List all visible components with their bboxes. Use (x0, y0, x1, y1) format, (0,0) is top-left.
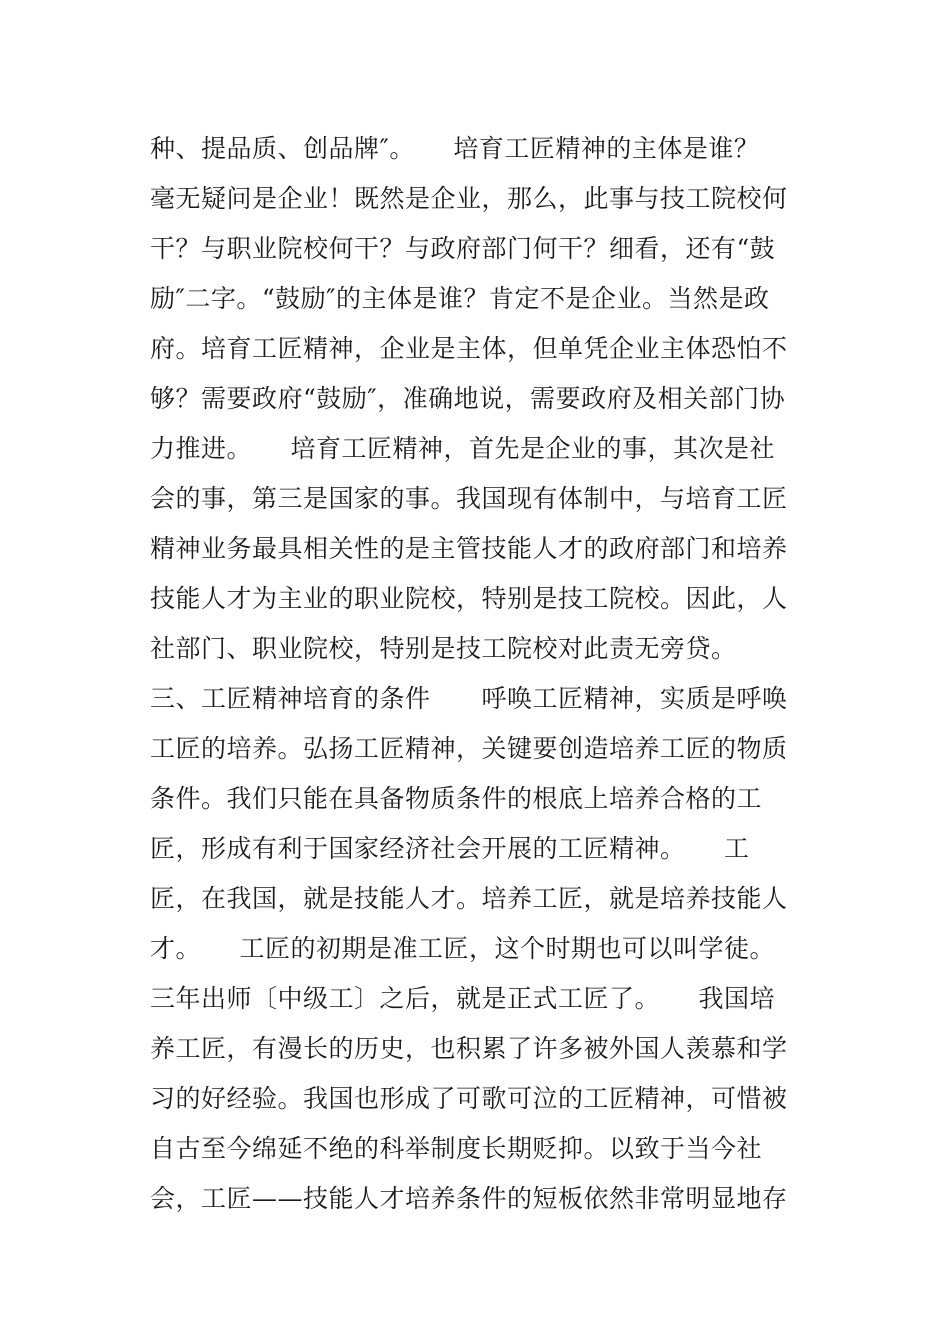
text-line: 匠，形成有利于国家经济社会开展的工匠精神。 工 (150, 834, 750, 863)
text-line: 毫无疑问是企业！既然是企业，那么，此事与技工院校何 (150, 184, 788, 213)
text-line: 够？需要政府“鼓励″，准确地说，需要政府及相关部门协 (150, 384, 786, 413)
text-line: 技能人才为主业的职业院校，特别是技工院校。因此，人 (150, 584, 788, 613)
body-text (150, 124, 810, 1224)
text-line: 励″二字。“鼓励″的主体是谁？肯定不是企业。当然是政 (150, 284, 770, 313)
text-line: 习的好经验。我国也形成了可歌可泣的工匠精神，可惜被 (150, 1084, 788, 1113)
text-line: 精神业务最具相关性的是主管技能人才的政府部门和培养 (150, 534, 788, 563)
text-line: 会的事，第三是国家的事。我国现有体制中，与培育工匠 (150, 484, 788, 513)
text-line: 工匠的培养。弘扬工匠精神，关键要创造培养工匠的物质 (150, 734, 788, 763)
text-line: 干？与职业院校何干？与政府部门何干？细看，还有“鼓 (150, 234, 776, 263)
text-line: 匠，在我国，就是技能人才。培养工匠，就是培养技能人 (150, 884, 788, 913)
section-heading-line: 三、工匠精神培育的条件 呼唤工匠精神，实质是呼唤 (150, 684, 788, 713)
text-line: 社部门、职业院校，特别是技工院校对此责无旁贷。 (150, 634, 737, 663)
text-line: 养工匠，有漫长的历史，也积累了许多被外国人羡慕和学 (150, 1034, 788, 1063)
text-line: 才。 工匠的初期是准工匠，这个时期也可以叫学徒。 (150, 934, 776, 963)
text-line: 条件。我们只能在具备物质条件的根底上培养合格的工 (150, 784, 763, 813)
text-line: 会，工匠——技能人才培养条件的短板依然非常明显地存 (150, 1184, 788, 1213)
text-line: 力推进。 培育工匠精神，首先是企业的事，其次是社 (150, 434, 776, 463)
text-line: 三年出师〔中级工〕之后，就是正式工匠了。 我国培 (150, 984, 776, 1013)
text-line: 自古至今绵延不绝的科举制度长期贬抑。以致于当今社 (150, 1134, 763, 1163)
text-line: 府。培育工匠精神，企业是主体，但单凭企业主体恐怕不 (150, 334, 788, 363)
text-line: 种、提品质、创品牌″。 培育工匠精神的主体是谁？ (150, 134, 760, 163)
